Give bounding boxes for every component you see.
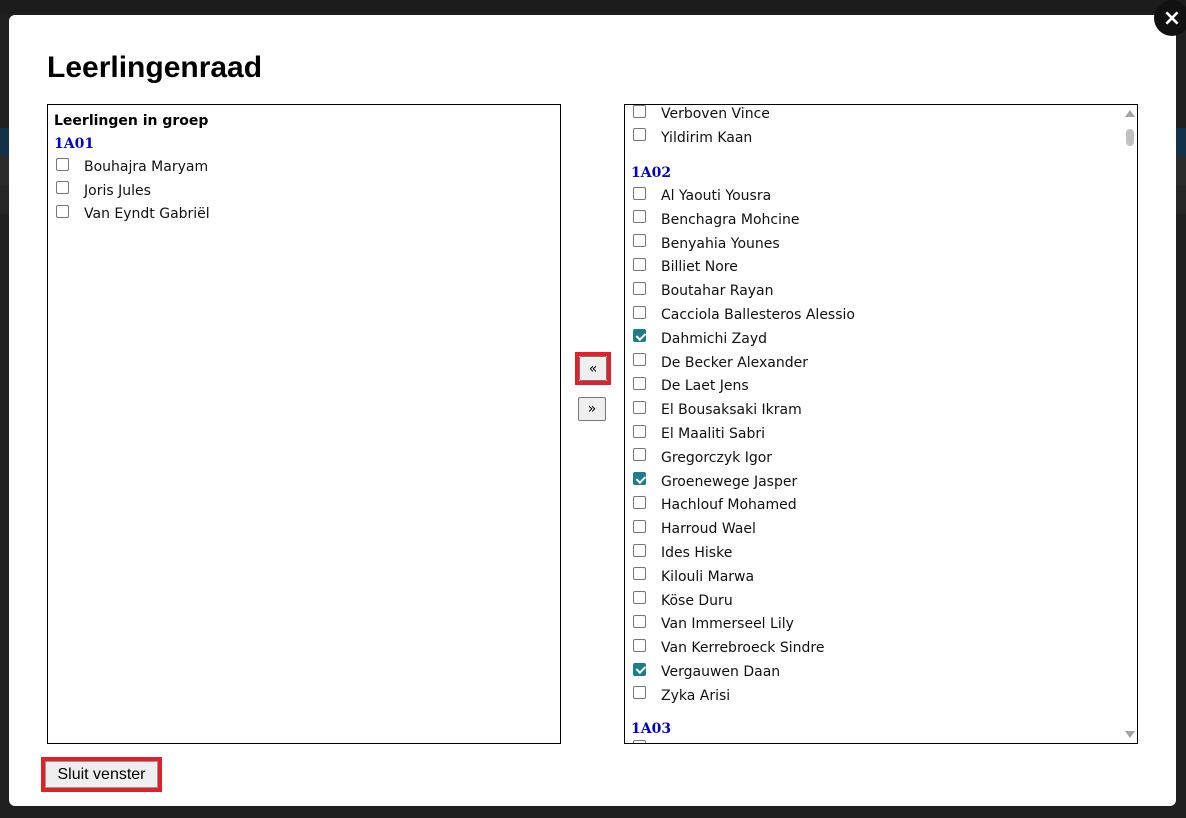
background-topbar <box>0 0 1186 14</box>
checkbox-checked[interactable] <box>633 663 646 676</box>
student-name: Vergauwen Daan <box>661 664 781 680</box>
student-name: Cacciola Ballesteros Alessio <box>661 307 855 323</box>
checkbox[interactable] <box>633 128 646 141</box>
checkbox[interactable] <box>633 105 646 118</box>
student-name: Benyahia Younes <box>661 235 780 252</box>
scrollbar[interactable] <box>1122 105 1137 743</box>
checkbox[interactable] <box>56 158 69 171</box>
student-row[interactable] <box>633 660 780 684</box>
scroll-up-arrow-icon[interactable] <box>1125 110 1135 117</box>
student-name: Boutahar Rayan <box>661 283 774 300</box>
checkbox[interactable] <box>633 615 646 628</box>
student-row[interactable] <box>56 202 210 226</box>
all-students-panel[interactable] <box>624 104 1138 744</box>
move-left-button[interactable]: « <box>579 356 607 381</box>
checkbox[interactable] <box>56 205 69 218</box>
checkbox[interactable] <box>633 567 646 580</box>
checkbox[interactable] <box>633 520 646 533</box>
close-icon[interactable]: × <box>1154 0 1186 36</box>
group-label: 1A03 <box>631 721 672 737</box>
student-name: Hachlouf Mohamed <box>661 497 797 514</box>
checkbox[interactable] <box>633 377 646 390</box>
checkbox[interactable] <box>633 258 646 271</box>
checkbox[interactable] <box>633 591 646 604</box>
student-row[interactable] <box>633 517 756 541</box>
student-row[interactable] <box>633 351 808 375</box>
panel-heading: Leerlingen in groep <box>54 113 209 129</box>
checkbox-checked[interactable] <box>633 329 646 342</box>
checkbox[interactable] <box>633 639 646 652</box>
student-row[interactable] <box>633 493 797 517</box>
checkbox[interactable] <box>633 740 646 745</box>
close-window-button[interactable]: Sluit venster <box>45 761 158 788</box>
checkbox-checked[interactable] <box>633 472 646 485</box>
student-row[interactable] <box>633 589 733 613</box>
group-label: 1A01 <box>54 136 95 152</box>
student-name: Ides Hiske <box>661 545 733 561</box>
student-row[interactable] <box>633 303 855 327</box>
student-name: Groenewege Jasper <box>661 473 798 490</box>
checkbox[interactable] <box>633 282 646 295</box>
student-name: Yildirim Kaan <box>661 129 753 146</box>
move-right-button[interactable]: » <box>578 397 606 421</box>
student-row[interactable] <box>633 255 738 279</box>
student-row[interactable] <box>633 126 752 150</box>
student-name: Van Immerseel Lily <box>661 616 794 633</box>
student-name: De Laet Jens <box>661 378 749 395</box>
scroll-down-arrow-icon[interactable] <box>1125 731 1135 738</box>
student-row[interactable] <box>633 636 824 660</box>
student-name: Gregorczyk Igor <box>661 449 773 466</box>
student-name: Bouhajra Maryam <box>84 159 209 175</box>
student-row[interactable] <box>633 184 771 208</box>
student-name: Van Kerrebroeck Sindre <box>661 640 825 657</box>
student-row[interactable] <box>633 104 770 126</box>
student-name: Billiet Nore <box>661 259 738 276</box>
checkbox[interactable] <box>633 210 646 223</box>
student-name: De Becker Alexander <box>661 354 809 371</box>
checkbox[interactable] <box>633 401 646 414</box>
student-name: Joris Jules <box>84 182 151 199</box>
student-row[interactable] <box>633 684 730 708</box>
student-name: Kilouli Marwa <box>661 568 755 585</box>
student-name: El Bousaksaki Ikram <box>661 402 802 419</box>
student-name: El Maaliti Sabri <box>661 426 766 442</box>
group-students-panel <box>47 104 561 744</box>
student-row[interactable] <box>633 279 774 303</box>
student-name: Harroud Wael <box>661 521 756 538</box>
student-name: Van Eyndt Gabriël <box>84 206 210 222</box>
student-row[interactable] <box>633 565 754 589</box>
student-row[interactable] <box>56 179 151 203</box>
checkbox[interactable] <box>633 353 646 366</box>
checkbox[interactable] <box>56 181 69 194</box>
student-name: Dahmichi Zayd <box>661 330 768 347</box>
checkbox[interactable] <box>633 496 646 509</box>
student-council-modal <box>9 15 1176 806</box>
page-title: Leerlingenraad <box>47 51 263 84</box>
student-row[interactable] <box>633 398 802 422</box>
student-row[interactable] <box>633 612 794 636</box>
student-row[interactable] <box>633 327 767 351</box>
checkbox[interactable] <box>633 425 646 438</box>
checkbox[interactable] <box>633 306 646 319</box>
student-row[interactable] <box>633 232 780 256</box>
student-row[interactable] <box>56 155 208 179</box>
checkbox[interactable] <box>633 187 646 200</box>
student-row[interactable] <box>633 422 765 446</box>
checkbox[interactable] <box>633 448 646 461</box>
student-row[interactable] <box>633 374 749 398</box>
student-name: Benchagra Mohcine <box>661 211 800 228</box>
scroll-thumb[interactable] <box>1126 129 1134 146</box>
student-row[interactable] <box>633 737 646 744</box>
checkbox[interactable] <box>633 686 646 699</box>
checkbox[interactable] <box>633 544 646 557</box>
checkbox[interactable] <box>633 234 646 247</box>
student-name: Al Yaouti Yousra <box>661 188 772 204</box>
student-row[interactable] <box>633 208 800 232</box>
student-row[interactable] <box>633 541 732 565</box>
student-row[interactable] <box>633 446 772 470</box>
student-name: Verboven Vince <box>661 106 770 122</box>
student-name: Köse Duru <box>661 592 733 609</box>
group-label: 1A02 <box>631 165 672 181</box>
student-row[interactable] <box>633 470 797 494</box>
student-name: Zyka Arisi <box>661 687 731 704</box>
